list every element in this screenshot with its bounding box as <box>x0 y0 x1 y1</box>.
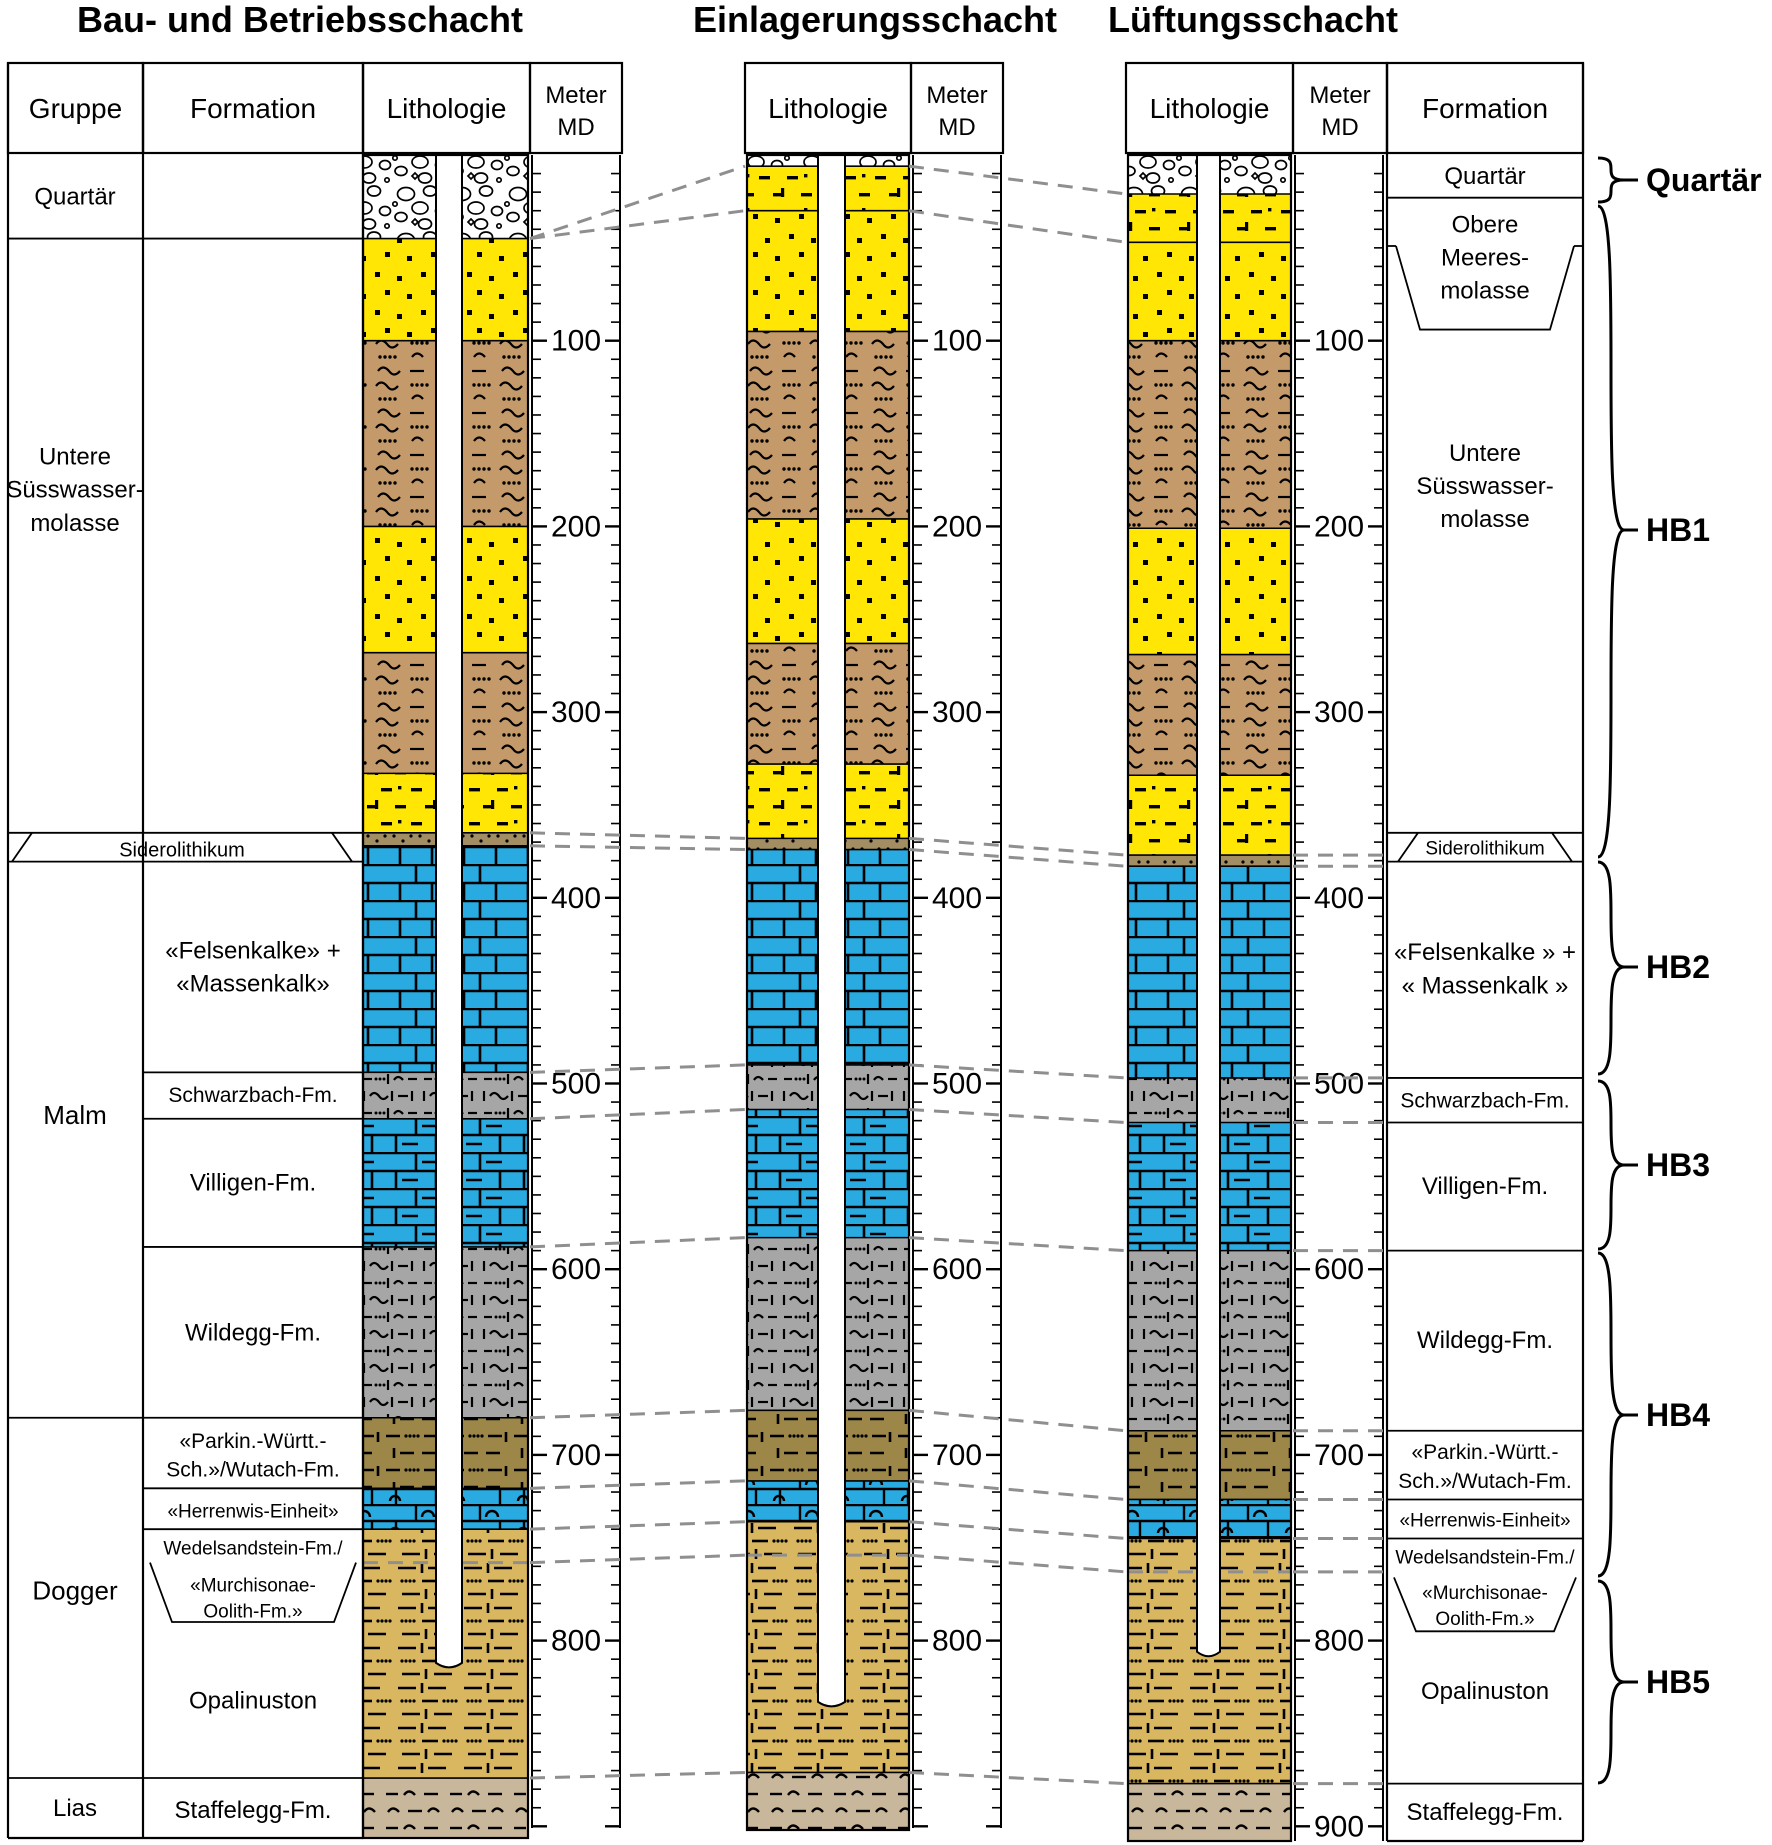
shaft-title: Bau- und Betriebsschacht <box>76 0 524 40</box>
depth-label: 100 <box>1313 324 1365 358</box>
formation-label: Siderolithikum <box>1425 838 1545 860</box>
depth-label: 600 <box>1313 1253 1365 1287</box>
depth-label: 300 <box>1313 696 1365 730</box>
depth-label: 500 <box>1313 1067 1365 1101</box>
margin-label-hb4: HB4 <box>1646 1397 1711 1433</box>
lithology-column-einlagerung <box>747 155 909 1830</box>
header-label-meter: Meter <box>926 82 988 109</box>
formation-label: «Felsenkalke» + <box>165 937 341 965</box>
depth-label: 600 <box>931 1253 983 1287</box>
lithology-column-lueftung <box>1128 155 1291 1841</box>
correlation-dash <box>909 1772 1126 1783</box>
table-headers <box>8 63 1583 153</box>
formation-label: Sch.»/Wutach-Fm. <box>166 1458 340 1482</box>
formation-label: Oolith-Fm.» <box>203 1601 303 1623</box>
depth-label: 400 <box>1313 881 1365 915</box>
correlation-dash <box>530 211 745 239</box>
header-label-meter: Meter <box>545 82 607 109</box>
depth-label: 300 <box>931 696 983 730</box>
lithology-column-bau <box>363 155 528 1838</box>
column-titles <box>77 0 1398 40</box>
formation-label: «Murchisonae- <box>190 1575 316 1597</box>
formation-label: «Massenkalk» <box>176 970 330 998</box>
header-label-lithologie: Lithologie <box>1149 93 1270 124</box>
formation-label: molasse <box>1440 506 1530 534</box>
sider-flag-slant <box>332 833 352 862</box>
depth-label: 900 <box>1313 1810 1365 1844</box>
depth-scale-bau <box>532 155 620 1828</box>
depth-label: 200 <box>1313 510 1365 544</box>
gruppe-label: Siderolithikum <box>119 839 245 862</box>
gruppe-label: Dogger <box>32 1575 118 1606</box>
formation-label: Opalinuston <box>188 1687 318 1715</box>
header-label-md: MD <box>938 114 976 141</box>
correlation-dash <box>530 833 745 839</box>
header-label-md: MD <box>557 114 595 141</box>
sider-flag-slant <box>12 833 32 862</box>
curly-brace <box>1598 1253 1624 1576</box>
gruppe-label: Lias <box>52 1795 98 1823</box>
formation-label: Schwarzbach-Fm. <box>1400 1089 1570 1113</box>
depth-label: 100 <box>931 324 983 358</box>
depth-label: 800 <box>550 1624 602 1658</box>
depth-label: 600 <box>550 1253 602 1287</box>
formation-label: Opalinuston <box>1420 1678 1550 1706</box>
hydro-unit-braces <box>1598 158 1762 1783</box>
formation-label: Villigen-Fm. <box>1421 1173 1549 1201</box>
margin-label-hb3: HB3 <box>1646 1147 1711 1183</box>
formation-label: Wildegg-Fm. <box>184 1319 322 1347</box>
curly-brace <box>1598 206 1624 857</box>
header-label-formation: Formation <box>189 93 317 124</box>
correlation-dash <box>530 1481 745 1488</box>
right-table <box>1387 63 1583 1841</box>
formation-label: Schwarzbach-Fm. <box>168 1083 338 1107</box>
correlation-dash <box>909 1555 1126 1572</box>
formation-label: Untere <box>1448 439 1522 467</box>
formation-label: Oolith-Fm.» <box>1435 1609 1535 1631</box>
header-label-meter: Meter <box>1309 82 1371 109</box>
shaft-title: Lüftungsschacht <box>1107 0 1399 40</box>
depth-label: 300 <box>550 696 602 730</box>
header-label-lithologie: Lithologie <box>386 93 507 124</box>
correlation-dash <box>909 1109 1126 1122</box>
correlation-dash <box>530 166 745 238</box>
formation-label: Quartär <box>1444 162 1526 190</box>
gruppe-label: Malm <box>43 1100 107 1131</box>
sider-flag-slant <box>1552 833 1572 862</box>
formation-label: Staffelegg-Fm. <box>1406 1798 1564 1826</box>
left-table <box>6 63 363 1838</box>
depth-scale-lueftung <box>1295 155 1383 1843</box>
correlation-dash <box>909 1522 1126 1539</box>
formation-label: Meeres- <box>1440 244 1530 272</box>
correlation-dash <box>909 1410 1126 1430</box>
shaft-void <box>818 155 845 1706</box>
depth-label: 400 <box>550 881 602 915</box>
shaft-title: Einlagerungsschacht <box>692 0 1058 40</box>
depth-label: 500 <box>550 1067 602 1101</box>
layer-pale <box>747 1772 909 1830</box>
formation-label: Wedelsandstein-Fm./ <box>163 1538 343 1560</box>
depth-label: 700 <box>550 1438 602 1472</box>
correlation-dash <box>530 1522 745 1529</box>
gruppe-label: molasse <box>30 509 120 537</box>
gruppe-label: Quartär <box>34 183 116 211</box>
formation-label: «Parkin.-Württ.- <box>1411 1440 1559 1464</box>
formation-label: Sch.»/Wutach-Fm. <box>1398 1469 1572 1493</box>
depth-label: 800 <box>931 1624 983 1658</box>
gruppe-label: Süsswasser- <box>6 476 144 504</box>
formation-label: Süsswasser- <box>1416 472 1554 500</box>
correlation-dash <box>909 211 1126 243</box>
depth-label: 200 <box>550 510 602 544</box>
formation-label: «Parkin.-Württ.- <box>179 1429 327 1453</box>
depth-label: 100 <box>550 324 602 358</box>
depth-scale-einlagerung <box>913 155 1001 1828</box>
margin-label-hb1: HB1 <box>1646 512 1711 548</box>
depth-label: 400 <box>931 881 983 915</box>
formation-label: « Massenkalk » <box>1401 972 1569 1000</box>
sider-flag-slant <box>1398 833 1418 862</box>
depth-label: 800 <box>1313 1624 1365 1658</box>
header-label-md: MD <box>1321 114 1359 141</box>
formation-label: molasse <box>1440 277 1530 305</box>
layer-pale <box>1128 1784 1291 1842</box>
curly-brace <box>1598 158 1624 202</box>
margin-label-quartaer: Quartär <box>1646 162 1762 198</box>
correlation-dash <box>530 846 745 850</box>
curly-brace <box>1598 862 1624 1074</box>
correlation-dash <box>530 1238 745 1247</box>
layer-pale <box>363 1778 528 1837</box>
curly-brace <box>1598 1081 1624 1249</box>
header-label-gruppe: Gruppe <box>28 93 123 124</box>
correlation-dash <box>909 1481 1126 1500</box>
margin-label-hb5: HB5 <box>1646 1664 1711 1700</box>
shaft-void <box>1197 155 1220 1656</box>
depth-label: 500 <box>931 1067 983 1101</box>
depth-label: 700 <box>931 1438 983 1472</box>
header-label-lithologie: Lithologie <box>768 93 888 124</box>
formation-label: Wildegg-Fm. <box>1416 1327 1554 1355</box>
depth-label: 700 <box>1313 1438 1365 1472</box>
shaft-void <box>436 155 462 1667</box>
gruppe-label: Untere <box>38 443 112 471</box>
correlation-dash <box>909 166 1126 194</box>
correlation-dash <box>909 1238 1126 1251</box>
formation-label: «Murchisonae- <box>1422 1582 1548 1604</box>
depth-label: 200 <box>931 510 983 544</box>
formation-label: Villigen-Fm. <box>189 1169 317 1197</box>
curly-brace <box>1598 1581 1624 1783</box>
header-label-formation: Formation <box>1421 93 1549 124</box>
correlation-dash <box>530 1555 745 1562</box>
margin-label-hb2: HB2 <box>1646 949 1711 985</box>
formation-label: Wedelsandstein-Fm./ <box>1395 1547 1575 1569</box>
formation-label: «Herrenwis-Einheit» <box>167 1501 339 1523</box>
correlation-dash <box>530 1410 745 1417</box>
formation-label: Staffelegg-Fm. <box>174 1796 332 1824</box>
correlation-dash <box>530 1772 745 1778</box>
formation-label: Obere <box>1451 211 1519 239</box>
formation-label: «Felsenkalke » + <box>1393 939 1577 967</box>
correlation-dash <box>530 1109 745 1118</box>
formation-label: «Herrenwis-Einheit» <box>1399 1510 1571 1532</box>
